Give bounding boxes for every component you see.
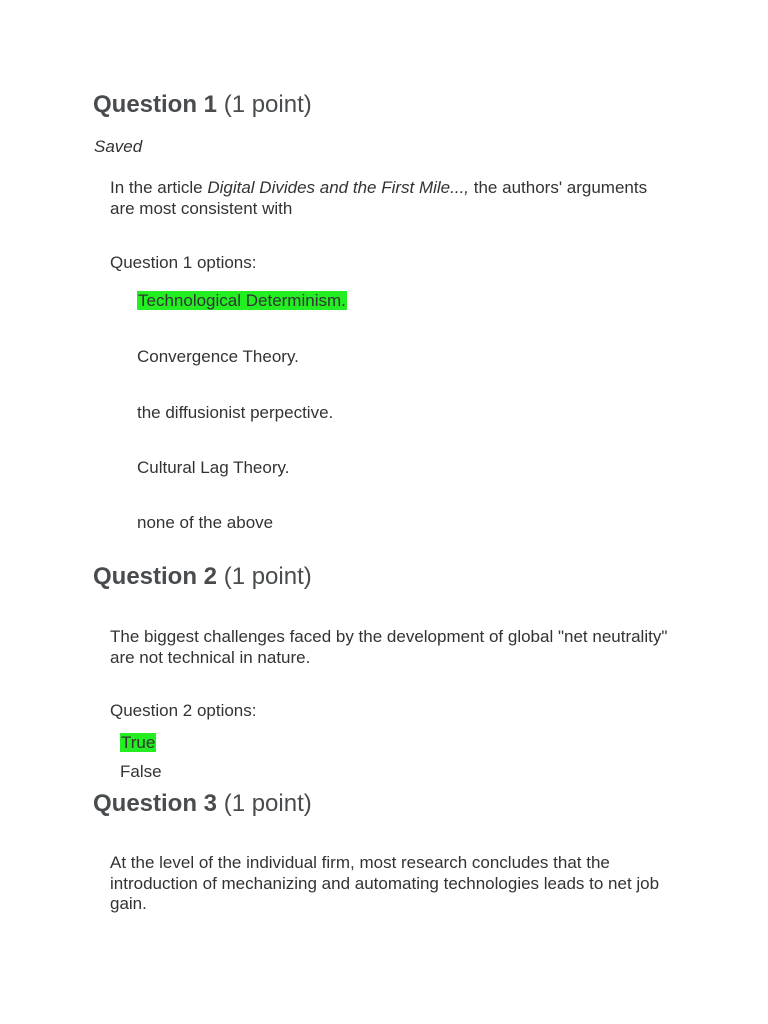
question-2-option-false[interactable]: False [120, 762, 162, 781]
selected-answer-highlight: True [121, 733, 156, 752]
question-2-text: The biggest challenges faced by the development of global "net neutrality" are not technical in nature. [110, 627, 668, 667]
question-1-text-before: In the article [110, 178, 208, 197]
question-2-options-label: Question 2 options: [110, 701, 257, 720]
question-2-title [93, 563, 312, 591]
question-1-options-label: Question 1 options: [110, 253, 257, 272]
question-3-title [93, 790, 312, 818]
selected-answer-highlight: Technological Determinism. [138, 291, 346, 310]
question-2-option-true[interactable] [120, 733, 156, 753]
question-3-text: At the level of the individual firm, most research concludes that the introduction of mechanizing and automating technologies leads to net job gain. [110, 853, 660, 913]
question-1-saved-status: Saved [94, 137, 143, 156]
question-1-option-2[interactable]: Convergence Theory. [137, 347, 299, 366]
question-1-text-after: the authors' arguments are most consistent with [110, 178, 648, 218]
question-1-option-3[interactable]: the diffusionist perpective. [137, 403, 334, 422]
question-1-number: Question 1 [93, 91, 218, 118]
question-1-option-1[interactable] [137, 291, 347, 311]
question-1-title [93, 91, 312, 119]
question-3-number: Question 3 [93, 790, 218, 817]
question-2-points: (1 point) [217, 563, 312, 590]
question-1-option-4[interactable]: Cultural Lag Theory. [137, 458, 290, 477]
question-1-article-title: Digital Divides and the First Mile..., [207, 178, 470, 197]
question-1-text [110, 178, 670, 219]
question-1-option-5[interactable]: none of the above [137, 513, 274, 532]
question-3-points: (1 point) [217, 790, 312, 817]
question-1-points: (1 point) [217, 91, 312, 118]
question-2-number: Question 2 [93, 563, 218, 590]
